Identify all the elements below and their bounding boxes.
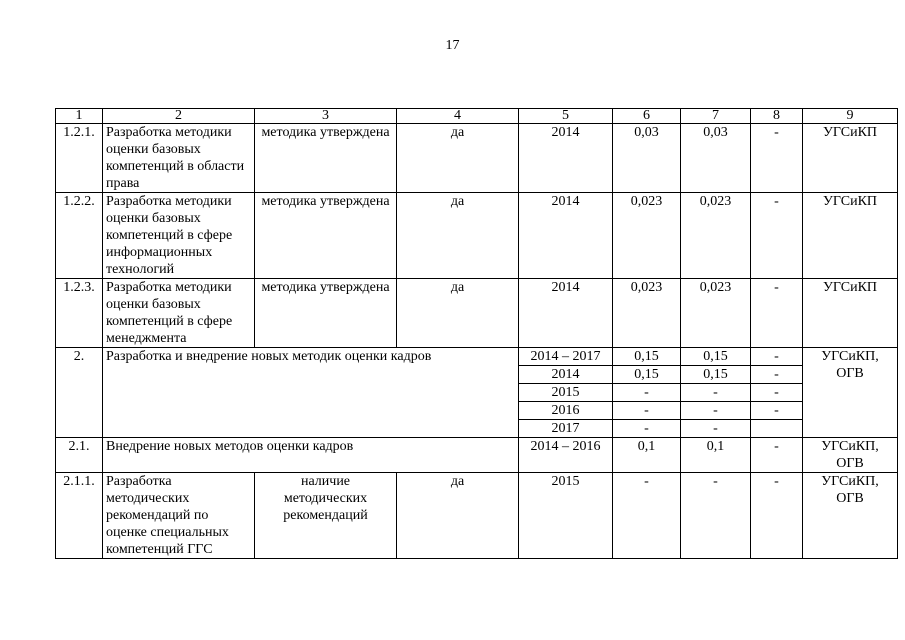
activity-name: Разработка методики оценки базовых компетенций в сфере менеджмента bbox=[103, 279, 255, 348]
col8-value: - bbox=[751, 193, 803, 279]
table-row bbox=[56, 193, 898, 279]
col8-value: - bbox=[751, 348, 803, 366]
section-title: Внедрение новых методов оценки кадров bbox=[103, 438, 519, 473]
header-cell: 7 bbox=[681, 109, 751, 124]
col7-value: 0,03 bbox=[681, 124, 751, 193]
header-cell: 5 bbox=[519, 109, 613, 124]
activities-table bbox=[55, 108, 898, 559]
col7-value: - bbox=[681, 384, 751, 402]
responsible: УГСиКП bbox=[803, 193, 898, 279]
period: 2014 bbox=[519, 279, 613, 348]
responsible: УГСиКП bbox=[803, 124, 898, 193]
row-number: 2. bbox=[56, 348, 103, 438]
table-row bbox=[56, 279, 898, 348]
col7-value: - bbox=[681, 420, 751, 438]
col8-value: - bbox=[751, 366, 803, 384]
indicator: наличие методических рекомендаций bbox=[255, 473, 397, 559]
period: 2015 bbox=[519, 384, 613, 402]
header-cell: 8 bbox=[751, 109, 803, 124]
header-cell: 1 bbox=[56, 109, 103, 124]
col6-value: - bbox=[613, 420, 681, 438]
col8-value bbox=[751, 420, 803, 438]
col7-value: 0,15 bbox=[681, 366, 751, 384]
col7-value: 0,15 bbox=[681, 348, 751, 366]
period: 2014 – 2016 bbox=[519, 438, 613, 473]
col8-value: - bbox=[751, 124, 803, 193]
row-number: 2.1.1. bbox=[56, 473, 103, 559]
header-cell: 4 bbox=[397, 109, 519, 124]
responsible: УГСиКП, ОГВ bbox=[803, 438, 898, 473]
col7-value: - bbox=[681, 402, 751, 420]
indicator: методика утверждена bbox=[255, 279, 397, 348]
col8-value: - bbox=[751, 279, 803, 348]
header-cell: 2 bbox=[103, 109, 255, 124]
indicator: методика утверждена bbox=[255, 193, 397, 279]
col6-value: - bbox=[613, 473, 681, 559]
header-cell: 9 bbox=[803, 109, 898, 124]
page-number: 17 bbox=[445, 38, 460, 53]
responsible: УГСиКП, ОГВ bbox=[803, 473, 898, 559]
col8-value: - bbox=[751, 402, 803, 420]
row-number: 1.2.3. bbox=[56, 279, 103, 348]
indicator-value: да bbox=[397, 473, 519, 559]
col8-value: - bbox=[751, 473, 803, 559]
table-row bbox=[56, 473, 898, 559]
period: 2015 bbox=[519, 473, 613, 559]
row-number: 1.2.1. bbox=[56, 124, 103, 193]
col7-value: - bbox=[681, 473, 751, 559]
section-title: Разработка и внедрение новых методик оценки кадров bbox=[103, 348, 519, 438]
period: 2014 – 2017 bbox=[519, 348, 613, 366]
activity-name: Разработка методики оценки базовых компетенций в области права bbox=[103, 124, 255, 193]
col8-value: - bbox=[751, 438, 803, 473]
responsible: УГСиКП, ОГВ bbox=[803, 348, 898, 438]
col7-value: 0,1 bbox=[681, 438, 751, 473]
indicator: методика утверждена bbox=[255, 124, 397, 193]
col8-value: - bbox=[751, 384, 803, 402]
period: 2017 bbox=[519, 420, 613, 438]
indicator-value: да bbox=[397, 279, 519, 348]
period: 2016 bbox=[519, 402, 613, 420]
activity-name: Разработка методических рекомендаций по оценке специальных компетенций ГГС bbox=[103, 473, 255, 559]
row-number: 1.2.2. bbox=[56, 193, 103, 279]
indicator-value: да bbox=[397, 124, 519, 193]
col6-value: 0,03 bbox=[613, 124, 681, 193]
period: 2014 bbox=[519, 366, 613, 384]
col6-value: - bbox=[613, 384, 681, 402]
period: 2014 bbox=[519, 193, 613, 279]
col6-value: 0,15 bbox=[613, 348, 681, 366]
indicator-value: да bbox=[397, 193, 519, 279]
table-row bbox=[56, 124, 898, 193]
col6-value: 0,023 bbox=[613, 279, 681, 348]
row-number: 2.1. bbox=[56, 438, 103, 473]
header-row bbox=[56, 109, 898, 124]
header-cell: 6 bbox=[613, 109, 681, 124]
period: 2014 bbox=[519, 124, 613, 193]
activity-name: Разработка методики оценки базовых компетенций в сфере информационных технологий bbox=[103, 193, 255, 279]
col7-value: 0,023 bbox=[681, 279, 751, 348]
subsection-row bbox=[56, 438, 898, 473]
header-cell: 3 bbox=[255, 109, 397, 124]
responsible: УГСиКП bbox=[803, 279, 898, 348]
col6-value: 0,15 bbox=[613, 366, 681, 384]
col6-value: - bbox=[613, 402, 681, 420]
col6-value: 0,1 bbox=[613, 438, 681, 473]
col6-value: 0,023 bbox=[613, 193, 681, 279]
section-row bbox=[56, 348, 898, 366]
col7-value: 0,023 bbox=[681, 193, 751, 279]
